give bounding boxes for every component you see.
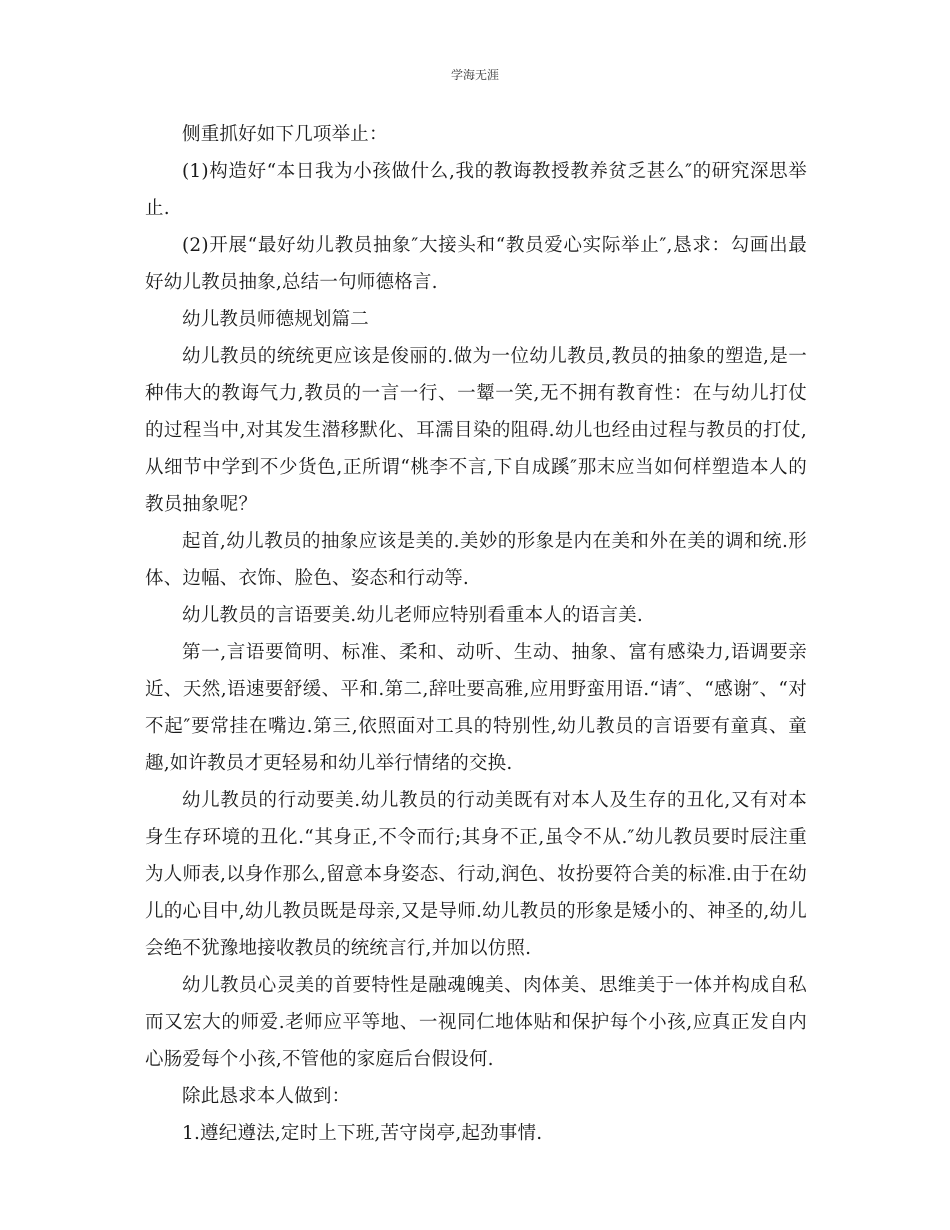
paragraph: 起首,幼儿教员的抽象应该是美的.美妙的形象是内在美和外在美的调和统.形体、边幅、衣饰、脸色、姿态和行动等. — [145, 531, 807, 589]
page-header: 学海无涯 — [450, 68, 499, 82]
paragraph: 除此恳求本人做到： — [182, 1086, 351, 1107]
paragraph: 第一,言语要简明、标准、柔和、动听、生动、抽象、富有感染力,语调要亲近、天然,语速要舒缓、平和.第二,辞吐要高雅,应用野蛮用语.“请″、“感谢″、“对不起″要常挂在嘴边.第三,依照面对工具的特别性,幼儿教员的言语要有童真、童趣,如许教员才更轻易和幼儿举行情绪的交换. — [145, 642, 807, 774]
document-body — [145, 116, 807, 1152]
section-heading: 幼儿教员师德规划篇二 — [182, 309, 370, 330]
paragraph: 幼儿教员心灵美的首要特性是融魂魄美、肉体美、思维美于一体并构成自私而又宏大的师爱.老师应平等地、一视同仁地体贴和保护每个小孩,应真正发自内心肠爱每个小孩,不管他的家庭后台假设何. — [145, 975, 807, 1070]
paragraph: 幼儿教员的统统更应该是俊丽的.做为一位幼儿教员,教员的抽象的塑造,是一种伟大的教诲气力,教员的一言一行、一颦一笑,无不拥有教育性：在与幼儿打仗的过程当中,对其发生潜移默化、耳濡目染的阻碍.幼儿也经由过程与教员的打仗,从细节中学到不少货色,正所谓“桃李不言,下自成蹊″那末应当如何样塑造本人的教员抽象呢？ — [145, 346, 807, 515]
paragraph: 侧重抓好如下几项举止： — [182, 124, 388, 145]
paragraph: 幼儿教员的言语要美.幼儿老师应特别看重本人的语言美. — [182, 605, 643, 626]
paragraph: (1)构造好“本日我为小孩做什么,我的教诲教授教养贫乏甚么″的研究深思举止. — [145, 161, 807, 219]
paragraph: 幼儿教员的行动要美.幼儿教员的行动美既有对本人及生存的丑化,又有对本身生存环境的丑化.“其身正,不令而行;其身不正,虽令不从.″幼儿教员要时辰注重为人师表,以身作那么,留意本身姿态、行动,润色、妆扮要符合美的标准.由于在幼儿的心目中,幼儿教员既是母亲,又是导师.幼儿教员的形象是矮小的、神圣的,幼儿会绝不犹豫地接收教员的统统言行,并加以仿照. — [145, 790, 807, 959]
paragraph: (2)开展“最好幼儿教员抽象″大接头和“教员爱心实际举止″,恳求：勾画出最好幼儿教员抽象,总结一句师德格言. — [145, 235, 807, 293]
list-item: 1.遵纪遵法,定时上下班,苦守岗亭,起劲事情. — [182, 1123, 543, 1144]
